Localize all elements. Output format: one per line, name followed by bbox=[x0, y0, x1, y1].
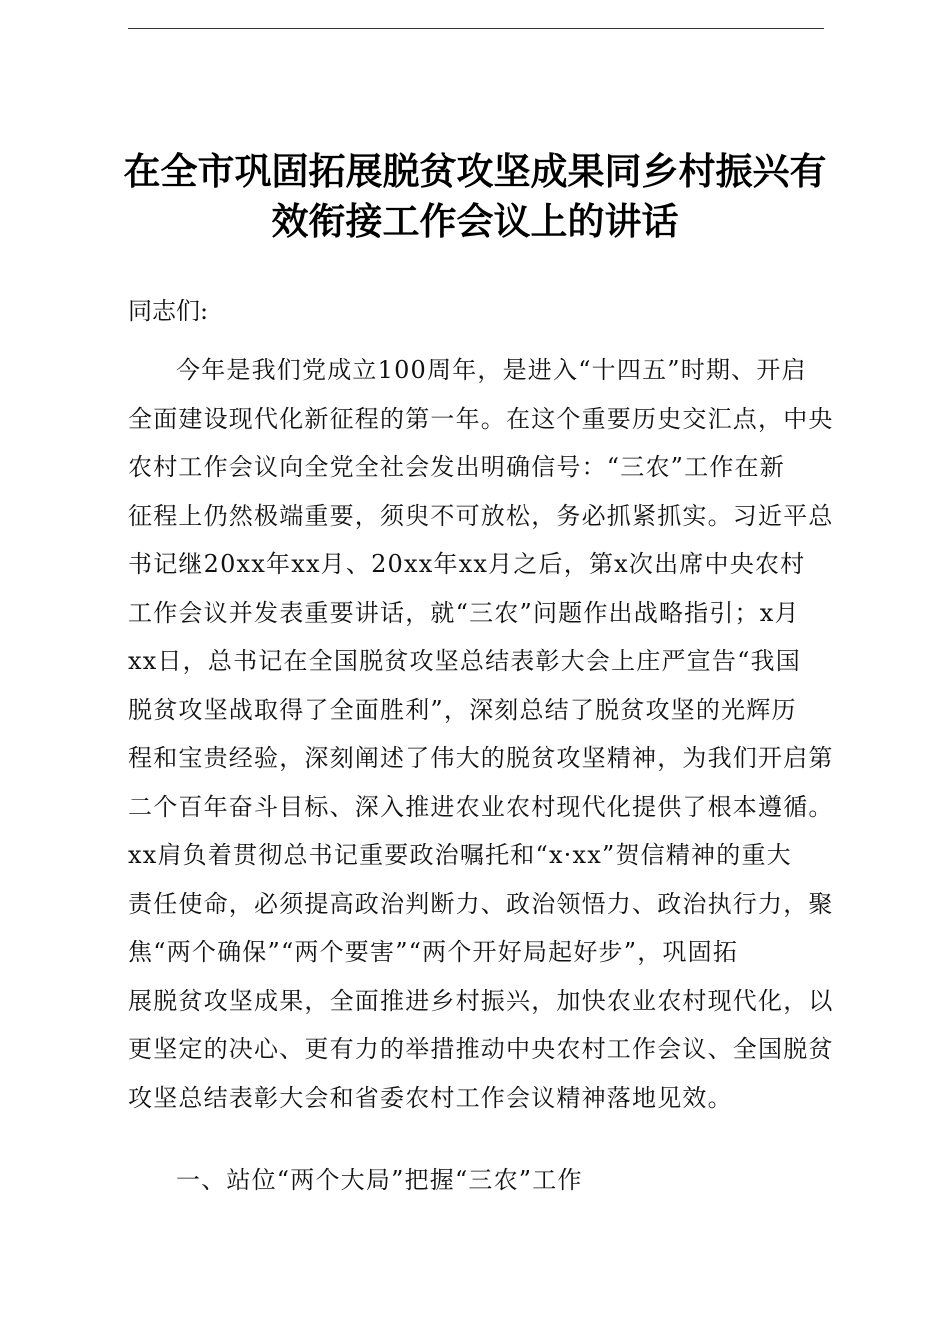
paragraph-line: 全面建设现代化新征程的第一年。在这个重要历史交汇点，中央 bbox=[128, 404, 834, 433]
salutation: 同志们: bbox=[128, 297, 209, 325]
paragraph-line: xx日，总书记在全国脱贫攻坚总结表彰大会上庄严宣告“我国 bbox=[128, 647, 801, 675]
paragraph-line: 责任使命，必须提高政治判断力、政治领悟力、政治执行力，聚 bbox=[128, 889, 834, 918]
paragraph-line: xx肩负着贯彻总书记重要政治嘱托和“x·xx”贺信精神的重大 bbox=[128, 841, 792, 869]
paragraph-line: 展脱贫攻坚成果，全面推进乡村振兴，加快农业农村现代化，以 bbox=[128, 986, 834, 1015]
document-title bbox=[100, 146, 850, 246]
body-paragraph bbox=[128, 352, 834, 1128]
header-rule bbox=[128, 28, 824, 29]
paragraph-line: 攻坚总结表彰大会和省委农村工作会议精神落地见效。 bbox=[128, 1083, 733, 1112]
title-line-1: 在全市巩固拓展脱贫攻坚成果同乡村振兴有 bbox=[123, 149, 827, 193]
paragraph-line: 征程上仍然极端重要，须臾不可放松，务必抓紧抓实。习近平总 bbox=[128, 501, 834, 530]
paragraph-line: 书记继20xx年xx月、20xx年xx月之后，第x次出席中央农村 bbox=[128, 550, 806, 578]
paragraph-line: 脱贫攻坚战取得了全面胜利”，深刻总结了脱贫攻坚的光辉历 bbox=[128, 695, 797, 724]
paragraph-line: 更坚定的决心、更有力的举措推动中央农村工作会议、全国脱贫 bbox=[128, 1035, 834, 1063]
paragraph-line: 焦“两个确保”“两个要害”“两个开好局起好步”，巩固拓 bbox=[128, 938, 739, 966]
paragraph-line: 程和宝贵经验，深刻阐述了伟大的脱贫攻坚精神，为我们开启第 bbox=[128, 744, 834, 772]
paragraph-line: 二个百年奋斗目标、深入推进农业农村现代化提供了根本遵循。 bbox=[128, 792, 834, 821]
paragraph-line: 今年是我们党成立100周年，是进入“十四五”时期、开启 bbox=[176, 356, 807, 384]
section-heading: 一、站位“两个大局”把握“三农”工作 bbox=[176, 1166, 583, 1194]
title-line-2: 效衔接工作会议上的讲话 bbox=[271, 199, 679, 243]
paragraph-line: 农村工作会议向全党全社会发出明确信号：“三农”工作在新 bbox=[128, 453, 785, 481]
paragraph-line: 工作会议并发表重要讲话，就“三农”问题作出战略指引；x月 bbox=[128, 598, 800, 627]
